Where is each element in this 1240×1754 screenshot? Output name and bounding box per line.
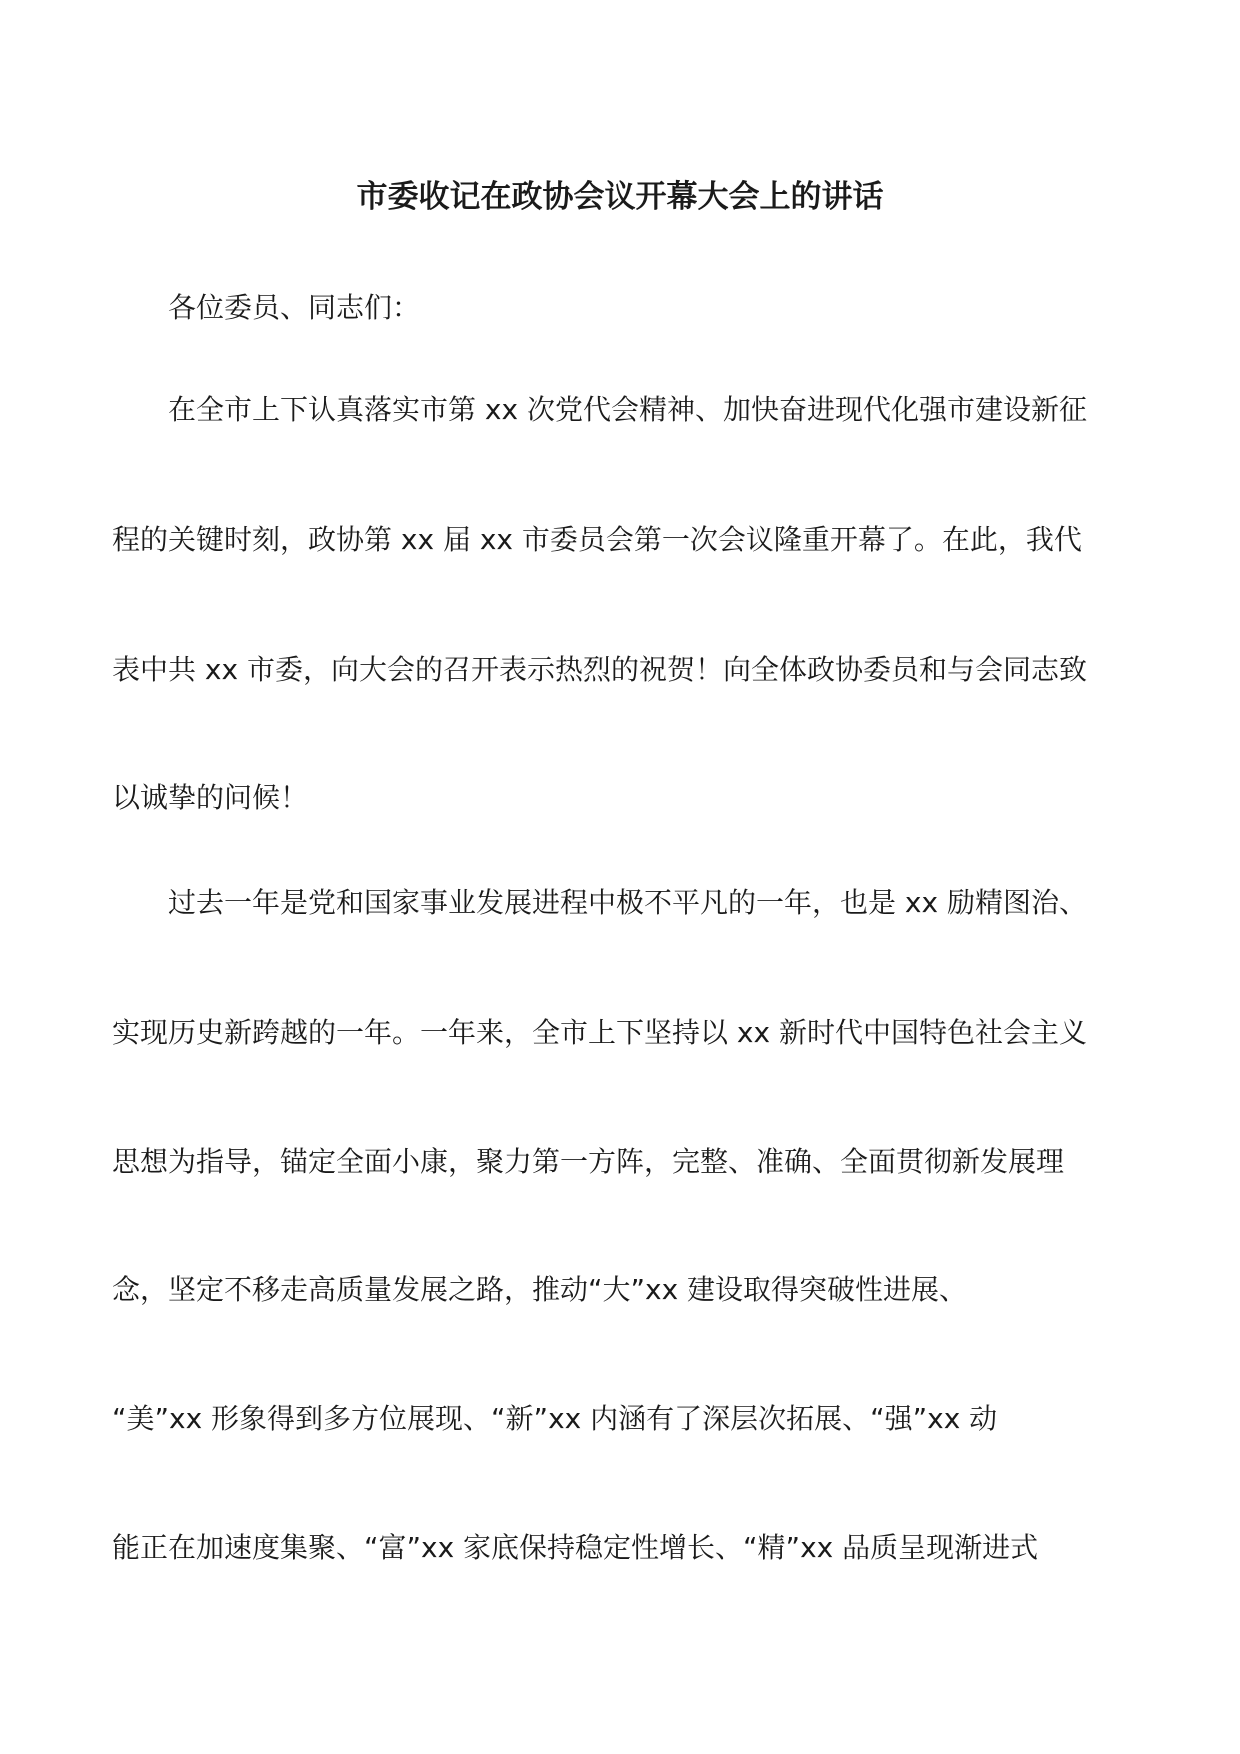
paragraph-2-line-5: “美”xx 形象得到多方位展现、“新”xx 内涵有了深层次拓展、“强”xx 动 <box>112 1402 998 1435</box>
paragraph-1-line-3: 表中共 xx 市委，向大会的召开表示热烈的祝贺！向全体政协委员和与会同志致 <box>112 653 1087 686</box>
paragraph-2-line-4: 念，坚定不移走高质量发展之路，推动“大”xx 建设取得突破性进展、 <box>112 1273 968 1306</box>
document-title: 市委收记在政协会议开幕大会上的讲话 <box>356 179 884 215</box>
paragraph-1-line-1: 在全市上下认真落实市第 xx 次党代会精神、加快奋进现代化强市建设新征 <box>168 393 1087 426</box>
paragraph-2-line-3: 思想为指导，锚定全面小康，聚力第一方阵，完整、准确、全面贯彻新发展理 <box>112 1145 1065 1178</box>
paragraph-2-line-6: 能正在加速度集聚、“富”xx 家底保持稳定性增长、“精”xx 品质呈现渐进式 <box>112 1531 1039 1564</box>
salutation-line: 各位委员、同志们： <box>168 291 421 324</box>
paragraph-1-line-2: 程的关键时刻，政协第 xx 届 xx 市委员会第一次会议隆重开幕了。在此，我代 <box>112 523 1082 556</box>
paragraph-2-line-2: 实现历史新跨越的一年。一年来，全市上下坚持以 xx 新时代中国特色社会主义 <box>112 1016 1087 1049</box>
paragraph-1-line-4: 以诚挚的问候！ <box>112 781 309 814</box>
paragraph-2-line-1: 过去一年是党和国家事业发展进程中极不平凡的一年，也是 xx 励精图治、 <box>168 886 1087 919</box>
